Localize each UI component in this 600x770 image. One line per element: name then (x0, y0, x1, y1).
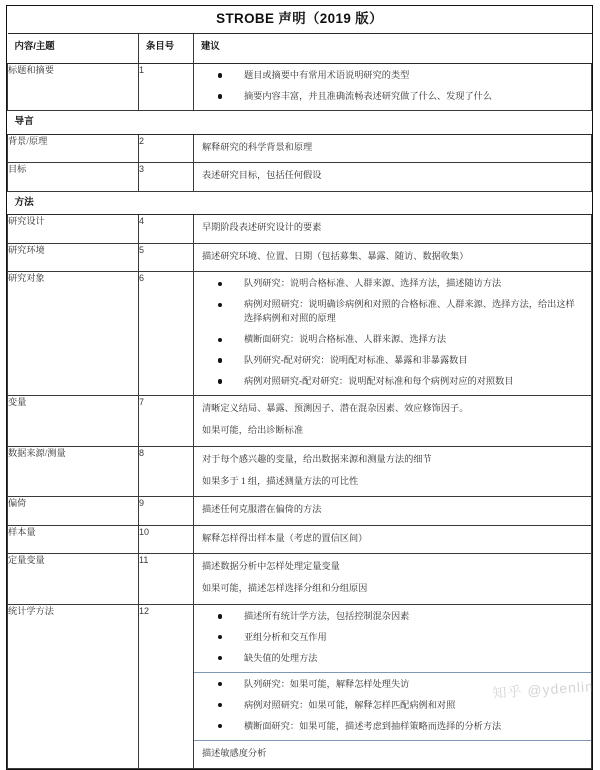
table-row (8, 446, 592, 497)
recommendation-block (194, 396, 591, 446)
list-item (202, 610, 583, 624)
cell-item-number: 2 (139, 134, 194, 162)
bullet-dot-icon (218, 282, 222, 286)
table-row (8, 243, 592, 271)
table-row (8, 272, 592, 396)
recommendation-text: 解释研究的科学背景和原理 (202, 141, 313, 152)
cell-topic: 研究环境 (8, 243, 139, 271)
recommendation-bullet-list (202, 69, 583, 104)
table-row (8, 163, 592, 191)
cell-recommendation (194, 243, 592, 271)
cell-item-number: 4 (139, 215, 194, 243)
list-item (202, 652, 583, 666)
recommendation-block (194, 672, 591, 740)
cell-item-number: 7 (139, 396, 194, 447)
bullet-dot-icon (218, 303, 222, 307)
cell-recommendation (194, 604, 592, 768)
recommendation-text: 描述敏感度分析 (202, 747, 267, 758)
cell-topic: 标题和摘要 (8, 64, 139, 111)
recommendation-bullet-list (202, 277, 583, 389)
list-item (202, 90, 583, 104)
cell-item-number: 12 (139, 604, 194, 768)
recommendation-block (194, 554, 591, 604)
table-body (8, 6, 592, 769)
bullet-dot-icon (218, 682, 222, 686)
table-row (8, 64, 592, 111)
list-item (202, 69, 583, 83)
recommendation-bullet-list (202, 610, 583, 666)
watermark: 知乎 @ydenlin (491, 678, 594, 702)
cell-recommendation (194, 554, 592, 605)
recommendation-block (194, 526, 591, 553)
cell-item-number: 10 (139, 525, 194, 553)
bullet-dot-icon (218, 724, 222, 728)
cell-topic: 研究对象 (8, 272, 139, 396)
recommendation-text: 解释怎样得出样本量（考虑的置信区间） (202, 532, 368, 543)
list-item (202, 333, 583, 347)
table-row (8, 604, 592, 768)
table-row (8, 134, 592, 162)
recommendation-text: 早期阶段表述研究设计的要素 (202, 222, 322, 233)
list-item-text: 病例对照研究：说明确诊病例和对照的合格标准、人群来源、选择方法，给出这样选择病例和对照的原理 (244, 299, 575, 324)
cell-item-number: 11 (139, 554, 194, 605)
recommendation-block (194, 447, 591, 497)
cell-topic: 研究设计 (8, 215, 139, 243)
table-row (8, 396, 592, 447)
table-row (8, 215, 592, 243)
table-row (8, 525, 592, 553)
list-item-text: 队列研究-配对研究：说明配对标准、暴露和非暴露数目 (244, 355, 468, 366)
cell-item-number: 6 (139, 272, 194, 396)
list-item-text: 病例对照研究：如果可能，解释怎样匹配病例和对照 (244, 699, 456, 710)
bullet-dot-icon (218, 94, 222, 98)
cell-recommendation (194, 497, 592, 525)
cell-topic: 目标 (8, 163, 139, 191)
list-item (202, 277, 583, 291)
bullet-dot-icon (218, 379, 222, 383)
recommendation-text: 对于每个感兴趣的变量，给出数据来源和测量方法的细节 (202, 453, 432, 464)
list-item (202, 678, 583, 692)
recommendation-block (194, 272, 591, 395)
cell-item-number: 3 (139, 163, 194, 191)
recommendation-block (194, 605, 591, 672)
list-item-text: 队列研究：如果可能，解释怎样处理失访 (244, 678, 410, 689)
cell-topic: 背景/原理 (8, 134, 139, 162)
recommendation-text: 如果多于 1 组，描述测量方法的可比性 (202, 476, 359, 487)
cell-topic: 样本量 (8, 525, 139, 553)
list-item-text: 亚组分析和交互作用 (244, 631, 327, 642)
recommendation-block (194, 740, 591, 768)
bullet-dot-icon (218, 635, 222, 639)
strobe-checklist-sheet (6, 5, 593, 770)
cell-item-number: 5 (139, 243, 194, 271)
cell-recommendation (194, 215, 592, 243)
list-item-text: 横断面研究：说明合格标准、人群来源、选择方法 (244, 334, 447, 345)
cell-recommendation (194, 163, 592, 191)
list-item-text: 病例对照研究-配对研究：说明配对标准和每个病例对应的对照数目 (244, 376, 514, 387)
recommendation-block (194, 163, 591, 190)
column-header-item-no: 条目号 (139, 34, 194, 64)
recommendation-text: 清晰定义结局、暴露、预测因子、潜在混杂因素、效应修饰因子。 (202, 403, 469, 414)
column-header-topic: 内容/主题 (8, 34, 139, 64)
recommendation-block (194, 135, 591, 162)
list-item-text: 缺失值的处理方法 (244, 652, 318, 663)
page-title: STROBE 声明（2019 版） (216, 11, 383, 26)
list-item (202, 631, 583, 645)
recommendation-block (194, 64, 591, 110)
list-item (202, 375, 583, 389)
section-header-label: 方法 (8, 191, 592, 215)
bullet-dot-icon (218, 614, 222, 618)
list-item-text: 描述所有统计学方法，包括控制混杂因素 (244, 610, 410, 621)
section-header-row (8, 110, 592, 134)
recommendation-text: 描述数据分析中怎样处理定量变量 (202, 561, 340, 572)
cell-topic: 偏倚 (8, 497, 139, 525)
recommendation-text: 如果可能，描述怎样选择分组和分组原因 (202, 583, 368, 594)
list-item-text: 摘要内容丰富，并且准确流畅表述研究做了什么、发现了什么 (244, 90, 493, 101)
table-row (8, 497, 592, 525)
cell-recommendation (194, 272, 592, 396)
list-item-text: 横断面研究：如果可能，描述考虑到抽样策略而选择的分析方法 (244, 720, 502, 731)
list-item-text: 队列研究：说明合格标准、人群来源、选择方法，描述随访方法 (244, 278, 502, 289)
recommendation-text: 描述研究环境、位置、日期（包括募集、暴露、随访、数据收集） (202, 250, 469, 261)
cell-recommendation (194, 64, 592, 111)
list-item (202, 720, 583, 734)
recommendation-block (194, 497, 591, 524)
list-item-text: 题目或摘要中有常用术语说明研究的类型 (244, 70, 410, 80)
cell-item-number: 8 (139, 446, 194, 497)
cell-recommendation (194, 134, 592, 162)
cell-item-number: 9 (139, 497, 194, 525)
document-title-cell (8, 6, 592, 34)
recommendation-text: 如果可能，给出诊断标准 (202, 425, 304, 436)
cell-topic: 统计学方法 (8, 604, 139, 768)
column-header-row (8, 34, 592, 64)
list-item (202, 354, 583, 368)
cell-recommendation (194, 396, 592, 447)
list-item (202, 298, 583, 326)
cell-topic: 定量变量 (8, 554, 139, 605)
bullet-dot-icon (218, 656, 222, 660)
title-row (8, 6, 592, 34)
recommendation-text: 表述研究目标，包括任何假设 (202, 170, 322, 181)
strobe-checklist-table (7, 6, 592, 769)
table-row (8, 554, 592, 605)
recommendation-bullet-list (202, 678, 583, 734)
cell-item-number: 1 (139, 64, 194, 111)
cell-recommendation (194, 525, 592, 553)
cell-recommendation (194, 446, 592, 497)
column-header-recommendation: 建议 (194, 34, 592, 64)
section-header-label: 导言 (8, 110, 592, 134)
bullet-dot-icon (218, 73, 222, 77)
section-header-row (8, 191, 592, 215)
bullet-dot-icon (218, 703, 222, 707)
cell-topic: 数据来源/测量 (8, 446, 139, 497)
bullet-dot-icon (218, 358, 222, 362)
recommendation-text: 描述任何克服潜在偏倚的方法 (202, 504, 322, 515)
list-item (202, 699, 583, 713)
recommendation-block (194, 215, 591, 242)
recommendation-block (194, 244, 591, 271)
cell-topic: 变量 (8, 396, 139, 447)
bullet-dot-icon (218, 338, 222, 342)
